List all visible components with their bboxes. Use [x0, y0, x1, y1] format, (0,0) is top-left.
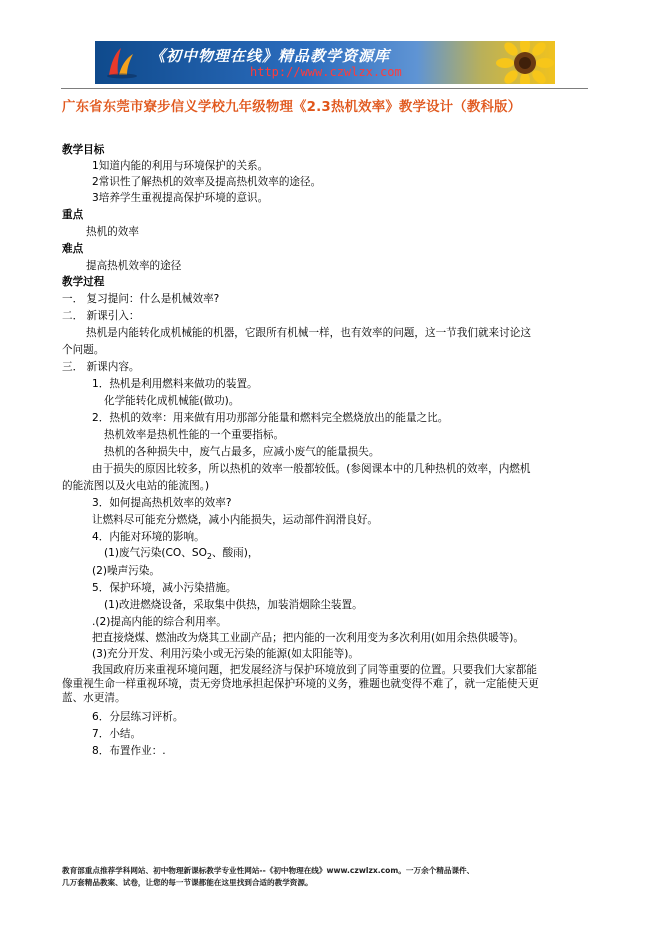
difficulty-text: 提高热机效率的途径: [86, 260, 182, 272]
content-item: 6．分层练习评析。: [92, 711, 184, 723]
objective-item: 2常识性了解热机的效率及提高热机效率的途径。: [92, 176, 322, 188]
header-divider: [61, 88, 588, 89]
key-point-heading: 重点: [62, 209, 84, 221]
content-subitem: 把直接烧煤、燃油改为烧其工业副产品；把内能的一次利用变为多次利用(如用余热供暖等)。: [92, 632, 525, 644]
process-heading: 教学过程: [62, 276, 105, 288]
sunflower-icon: [490, 41, 555, 84]
content-subitem: 热机的各种损失中，废气占最多，应减小废气的能量损失。: [104, 446, 380, 458]
content-paragraph-line: 像重视生命一样重视环境，责无旁贷地承担起保护环境的义务，雅题也就变得不难了，就一定能使天更: [62, 678, 539, 690]
content-subitem: (2)噪声污染。: [92, 565, 160, 577]
content-subitem: 化学能转化成机械能(做功)。: [104, 395, 240, 407]
content-subitem: .(2)提高内能的综合利用率。: [92, 616, 227, 628]
content-paragraph-line: 蓝、水更清。: [62, 692, 126, 704]
content-paragraph-line: 我国政府历来重视环境问题，把发展经济与保护环境放到了同等重要的位置。只要我们大家都能: [92, 664, 537, 676]
intro-paragraph-line: 个问题。: [62, 344, 105, 356]
content-item: 5．保护环境，减小污染措施。: [92, 582, 237, 594]
key-point-text: 热机的效率: [86, 226, 139, 238]
pollution-text-end: 、酸雨)，: [212, 547, 259, 559]
objectives-heading: 教学目标: [62, 144, 105, 156]
difficulty-heading: 难点: [62, 243, 84, 255]
process-step: 三． 新课内容。: [62, 361, 140, 373]
page-footer: [62, 865, 622, 889]
footer-line: 几万套精品教案、试卷，让您的每一节课都能在这里找到合适的教学资源。: [62, 878, 313, 887]
content-item: 3．如何提高热机效率的效率?: [92, 497, 232, 509]
content-paragraph-line: 由于损失的原因比较多，所以热机的效率一般都较低。(参阅课本中的几种热机的效率，内燃机: [92, 463, 531, 475]
content-subitem: 热机效率是热机性能的一个重要指标。: [104, 429, 285, 441]
process-step: 二． 新课引入：: [62, 310, 140, 322]
document-title: 广东省东莞市寮步信义学校九年级物理《2.3热机效率》教学设计（教科版）: [62, 100, 522, 115]
content-subitem: (3)充分开发、利用污染小或无污染的能源(如太阳能等)。: [92, 648, 359, 660]
pollution-text: (1)废气污染(CO、SO: [104, 547, 207, 559]
site-logo-icon: [105, 45, 139, 79]
header-banner: [95, 41, 555, 84]
content-subitem: [104, 547, 259, 563]
objective-item: 3培养学生重视提高保护环境的意识。: [92, 192, 269, 204]
content-item: 7．小结。: [92, 728, 142, 740]
objective-item: 1知道内能的利用与环境保护的关系。: [92, 160, 269, 172]
subscript-two: 2: [206, 552, 212, 562]
content-subitem: 让燃料尽可能充分燃烧，减小内能损失，运动部件润滑良好。: [92, 514, 379, 526]
content-item: 8．布置作业：.: [92, 745, 166, 757]
intro-paragraph-line: 热机是内能转化成机械能的机器，它跟所有机械一样，也有效率的问题，这一节我们就来讨论这: [86, 327, 531, 339]
content-item: 2．热机的效率：用来做有用功那部分能量和燃料完全燃烧放出的能量之比。: [92, 412, 449, 424]
process-step: 一． 复习提问：什么是机械效率?: [62, 293, 220, 305]
content-item: 4．内能对环境的影响。: [92, 531, 205, 543]
banner-url[interactable]: http://www.czwlzx.com: [250, 65, 402, 79]
banner-title: 《初中物理在线》精品教学资源库: [150, 47, 391, 65]
content-paragraph-line: 的能流图以及火电站的能流图。): [62, 480, 210, 492]
footer-line: 教育部重点推荐学科网站、初中物理新课标教学专业性网站--《初中物理在线》www.czwlzx.com。一万余个精品课件、: [62, 866, 475, 875]
content-subitem: (1)改进燃烧设备，采取集中供热，加装消烟除尘装置。: [104, 599, 363, 611]
content-item: 1．热机是利用燃料来做功的装置。: [92, 378, 258, 390]
